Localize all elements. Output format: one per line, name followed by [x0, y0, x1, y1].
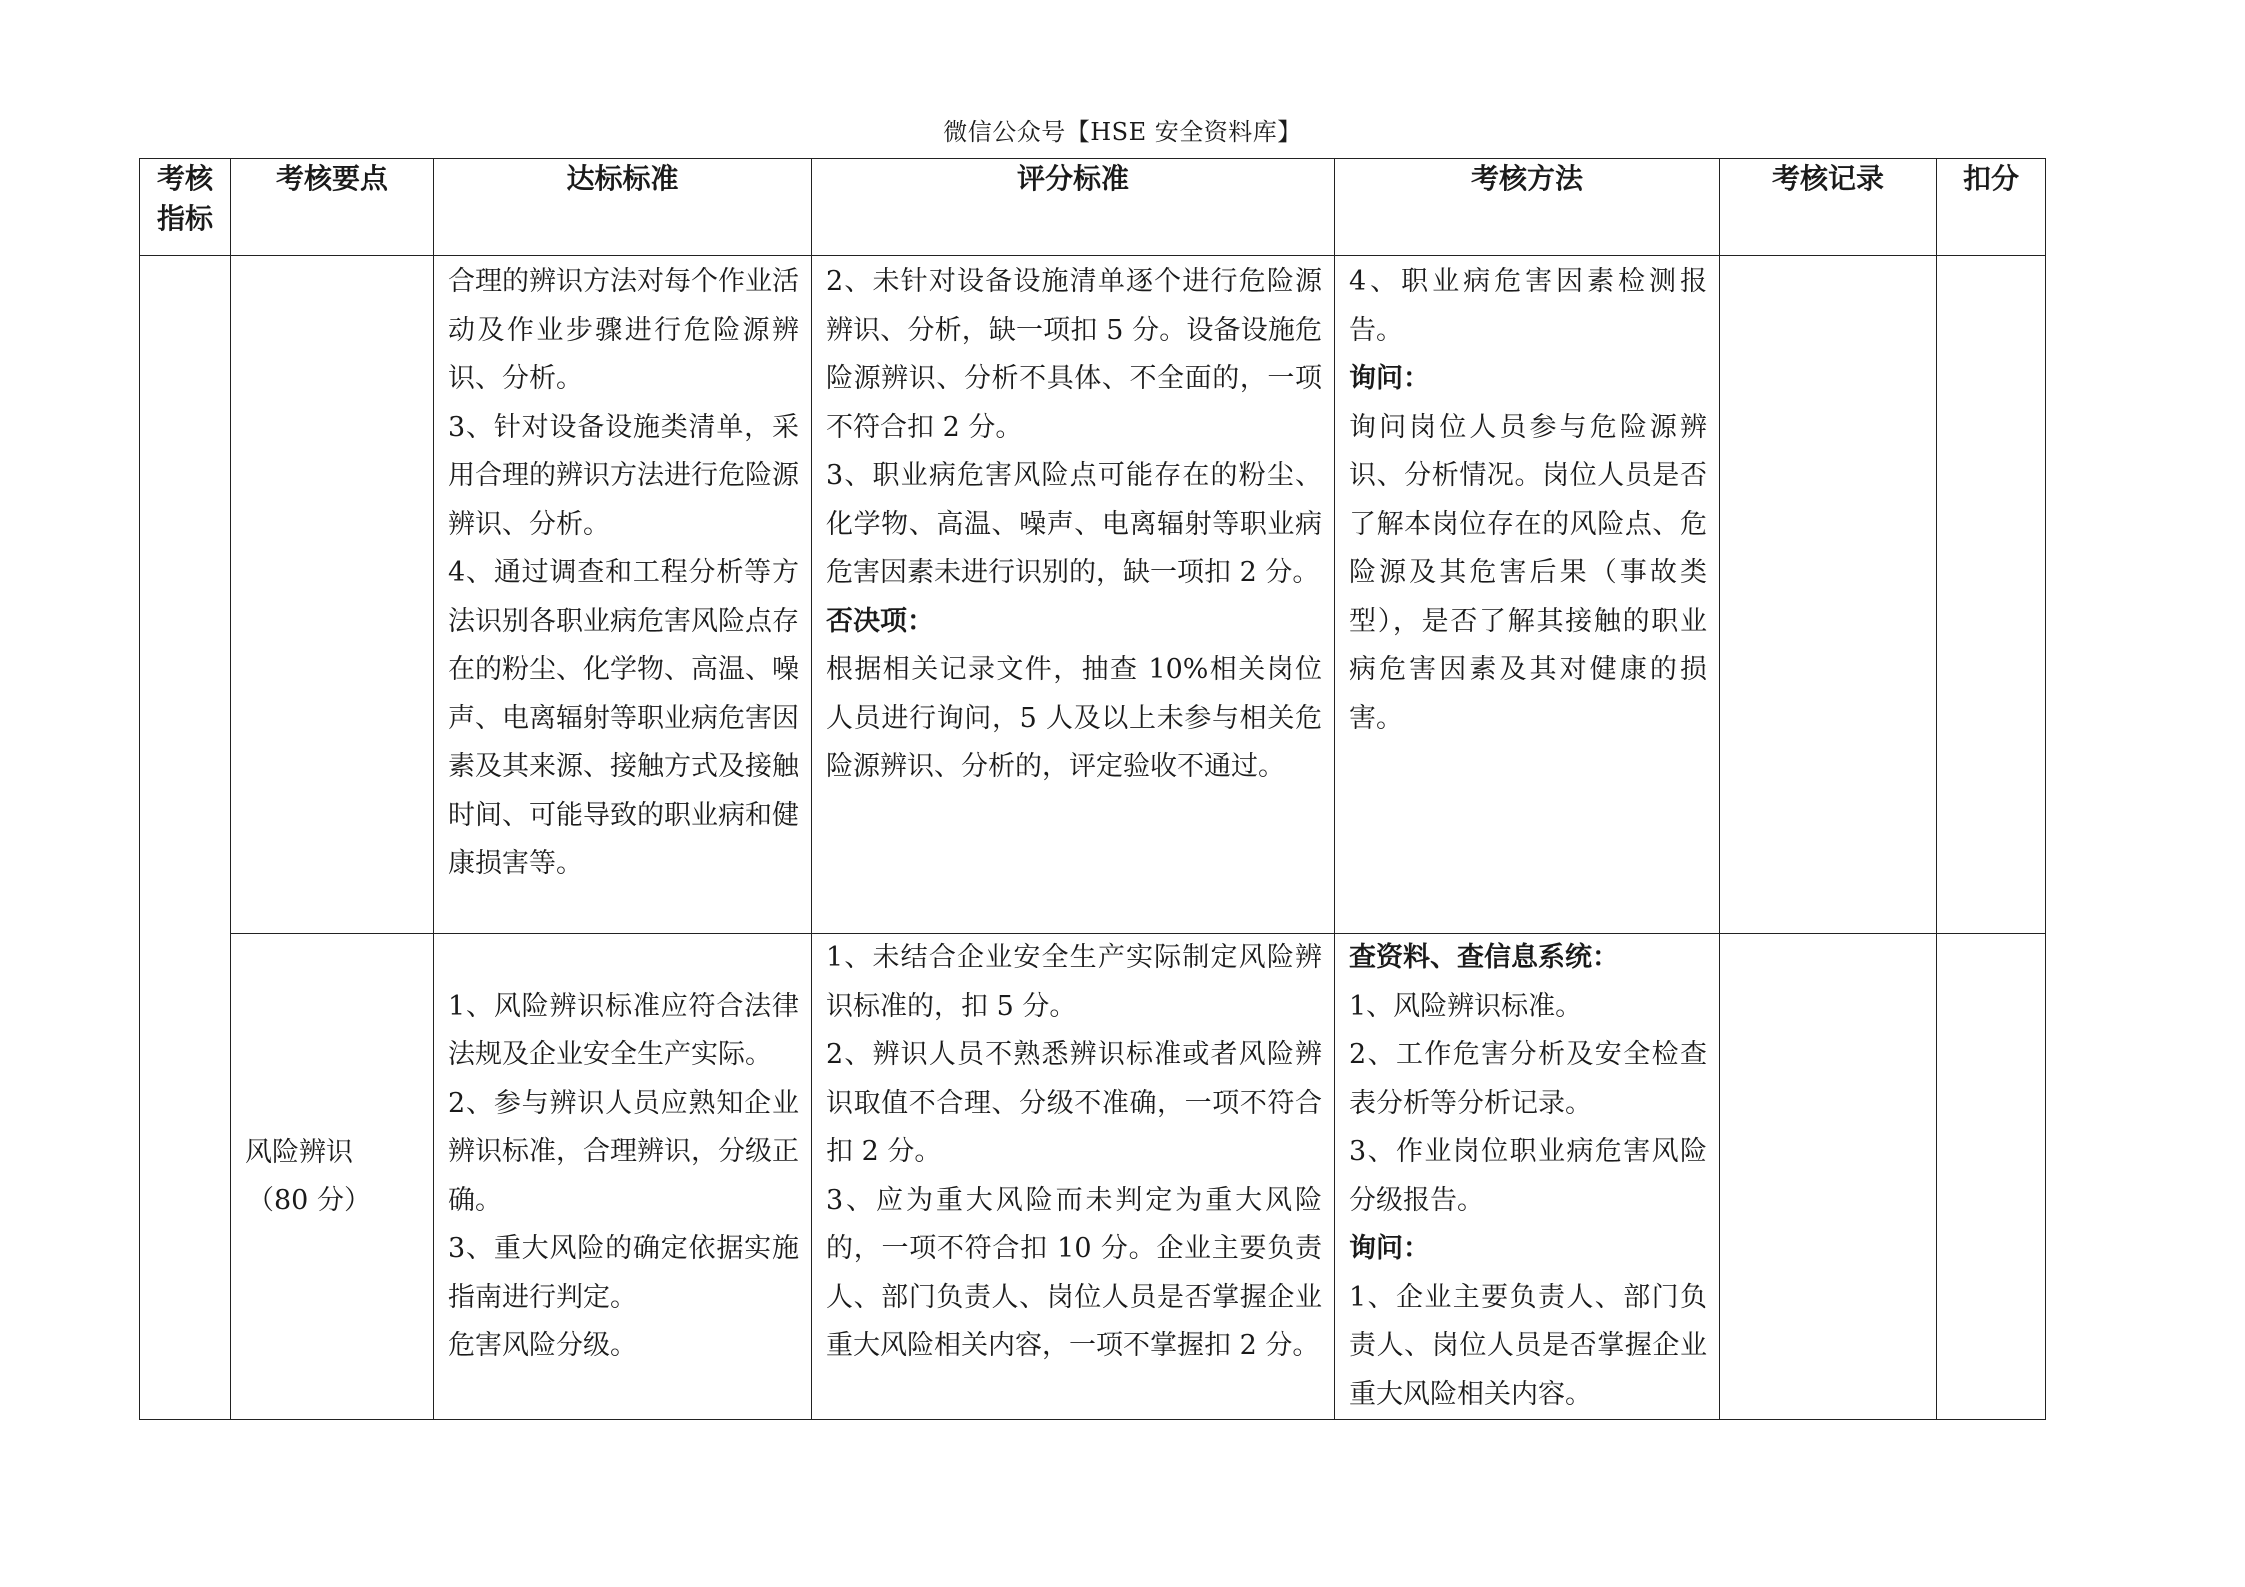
- scoring-text: 2、辨识人员不熟悉辨识标准或者风险辨识取值不合理、分级不准确，一项不符合扣 2 分。: [826, 1039, 1322, 1167]
- col-indicator-line2: 指标: [156, 202, 213, 235]
- standard-text: 3、针对设备设施类清单，采用合理的辨识方法进行危险源辨识、分析。: [448, 411, 799, 540]
- method-cell: [1335, 256, 1720, 934]
- table-row: [140, 256, 2046, 934]
- method-cell: [1335, 934, 1720, 1420]
- standard-text: 4、通过调查和工程分析等方法识别各职业病危害风险点存在的粉尘、化学物、高温、噪声、电离辐射等职业病危害因素及其来源、接触方式及接触时间、可能导致的职业病和健康损害等。: [448, 557, 799, 879]
- key-point-cell: [231, 934, 434, 1420]
- col-method: 考核方法: [1335, 159, 1720, 256]
- inquiry-title: 询问：: [1349, 363, 1430, 394]
- scoring-text: 3、应为重大风险而未判定为重大风险的，一项不符合扣 10 分。企业主要负责人、部门负责人、岗位人员是否掌握企业重大风险相关内容，一项不掌握扣 2 分。: [826, 1184, 1322, 1361]
- inquiry-title: 询问：: [1349, 1233, 1430, 1264]
- scoring-cell: [812, 934, 1335, 1420]
- scoring-text: 3、职业病危害风险点可能存在的粉尘、化学物、高温、噪声、电离辐射等职业病危害因素未进行识别的，缺一项扣 2 分。: [826, 460, 1322, 588]
- record-cell: [1720, 934, 1937, 1420]
- inquiry-text: 询问岗位人员参与危险源辨识、分析情况。岗位人员是否了解本岗位存在的风险点、危险源及其危害后果（事故类型），是否了解其接触的职业病危害因素及其对健康的损害。: [1349, 411, 1707, 734]
- standard-text: 3、重大风险的确定依据实施指南进行判定。: [448, 1233, 799, 1313]
- deduction-cell: [1937, 256, 2046, 934]
- key-point-cell: [231, 256, 434, 934]
- scoring-text: 1、未结合企业安全生产实际制定风险辨识标准的，扣 5 分。: [826, 942, 1322, 1022]
- col-deduction: 扣分: [1937, 159, 2046, 256]
- standard-cell: [434, 256, 812, 934]
- standard-text: 危害风险分级。: [448, 1330, 637, 1361]
- col-standard: 达标标准: [434, 159, 812, 256]
- method-text: 2、工作危害分析及安全检查表分析等分析记录。: [1349, 1039, 1707, 1119]
- veto-title: 否决项：: [826, 605, 934, 637]
- record-cell: [1720, 256, 1937, 934]
- standard-text: 合理的辨识方法对每个作业活动及作业步骤进行危险源辨识、分析。: [448, 266, 799, 394]
- indicator-cell: [140, 256, 231, 1420]
- key-point-score: （80 分）: [247, 1184, 371, 1216]
- standard-cell: [434, 934, 812, 1420]
- inquiry-text: 1、企业主要负责人、部门负责人、岗位人员是否掌握企业重大风险相关内容。: [1349, 1281, 1707, 1410]
- method-title: 查资料、查信息系统：: [1349, 942, 1619, 973]
- col-indicator-line1: 考核: [156, 162, 213, 195]
- standard-text: 2、参与辨识人员应熟知企业辨识标准，合理辨识，分级正确。: [448, 1087, 799, 1216]
- assessment-table: [139, 158, 2046, 1420]
- col-indicator: [140, 159, 231, 256]
- scoring-text: 2、未针对设备设施清单逐个进行危险源辨识、分析，缺一项扣 5 分。设备设施危险源辨识、分析不具体、不全面的，一项不符合扣 2 分。: [826, 266, 1322, 443]
- standard-text: 1、风险辨识标准应符合法律法规及企业安全生产实际。: [448, 990, 799, 1070]
- page-header: 微信公众号【HSE 安全资料库】: [943, 118, 1302, 146]
- col-key-points: 考核要点: [231, 159, 434, 256]
- method-text: 3、作业岗位职业病危害风险分级报告。: [1349, 1136, 1707, 1216]
- deduction-cell: [1937, 934, 2046, 1420]
- col-scoring: 评分标准: [812, 159, 1335, 256]
- table-row: [140, 934, 2046, 1420]
- key-point-label: 风险辨识: [245, 1136, 353, 1168]
- table-header-row: [140, 159, 2046, 256]
- scoring-cell: [812, 256, 1335, 934]
- col-record: 考核记录: [1720, 159, 1937, 256]
- veto-text: 根据相关记录文件，抽查 10%相关岗位人员进行询问，5 人及以上未参与相关危险源辨识、分析的，评定验收不通过。: [826, 654, 1322, 782]
- method-text: 4、职业病危害因素检测报告。: [1349, 266, 1707, 346]
- method-text: 1、风险辨识标准。: [1349, 990, 1583, 1022]
